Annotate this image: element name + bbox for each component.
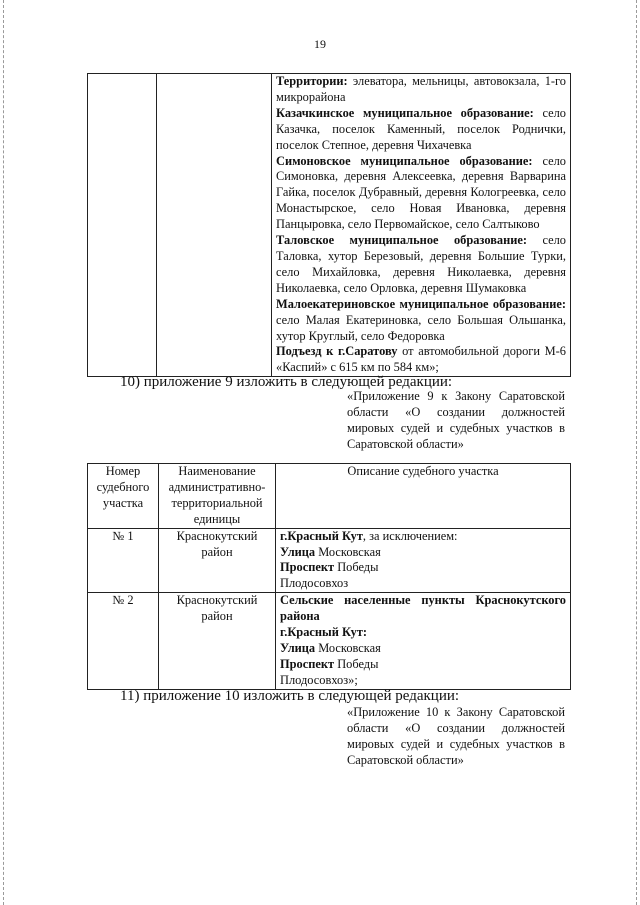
- description-line: [280, 560, 566, 576]
- table-cell-empty: [88, 74, 157, 377]
- description-line: [280, 657, 566, 673]
- header-court-number: Номер судебного участка: [88, 464, 159, 529]
- territory-title: Подъезд к г.Саратову: [276, 344, 398, 359]
- district-cell: Краснокутский район: [159, 593, 276, 689]
- description-line: [280, 673, 566, 689]
- description-bold: Проспект: [280, 560, 335, 575]
- table-row: [88, 528, 571, 593]
- appendix-10-quote: «Приложение 10 к Закону Саратовской области «О создании должностей мировых судей и судебных участков в Саратовской области»: [347, 705, 565, 767]
- description-line: [280, 576, 566, 592]
- description-bold: г.Красный Кут:: [280, 625, 368, 640]
- table-cell-empty: [157, 74, 272, 377]
- item-11-paragraph: 11) приложение 10 изложить в следующей редакции:: [120, 688, 460, 704]
- appendix-9-quote: «Приложение 9 к Закону Саратовской области «О создании должностей мировых судей и судебных участков в Саратовской области»: [347, 389, 565, 451]
- description-text: Московская: [315, 544, 381, 559]
- description-line: [280, 529, 566, 545]
- table-row: [88, 74, 571, 377]
- description-text: Московская: [315, 640, 381, 655]
- territory-entry: [276, 297, 566, 345]
- description-line: [280, 641, 566, 657]
- territory-entry: [276, 154, 566, 234]
- description-bold: Проспект: [280, 656, 335, 671]
- district-cell: Краснокутский район: [159, 528, 276, 593]
- territory-title: Симоновское муниципальное образование:: [276, 153, 533, 168]
- court-number-cell: № 2: [88, 593, 159, 689]
- territories-table: [87, 73, 571, 377]
- territory-title: Малоекатериновское муниципальное образование:: [276, 296, 566, 311]
- item-10-paragraph: 10) приложение 9 изложить в следующей редакции:: [120, 374, 453, 390]
- description-cell: [276, 593, 571, 689]
- description-text: Победы: [334, 656, 379, 671]
- territories-description-cell: [272, 74, 571, 377]
- description-text: Победы: [334, 560, 379, 575]
- territory-entry: [276, 74, 566, 106]
- page-number: 19: [314, 37, 326, 51]
- territory-title: Территории:: [276, 74, 348, 88]
- description-text: Плодосовхоз: [280, 576, 349, 591]
- page-left-edge: [3, 0, 4, 905]
- territory-text: от автомобильной дороги М-6 «Каспий» с 615 км по 584 км»;: [276, 344, 566, 375]
- header-administrative-unit: Наименование административно-территориальной единицы: [159, 464, 276, 529]
- territory-entry: [276, 233, 566, 297]
- description-text: Плодосовхоз»;: [280, 672, 358, 687]
- court-districts-table: [87, 463, 571, 690]
- territory-text: село Казачка, поселок Каменный, поселок Роднички, поселок Степное, деревня Чихачевка: [276, 105, 566, 152]
- territory-text: село Таловка, хутор Березовый, деревня Большие Турки, село Михайловка, деревня Николаевка, деревня Николаевка, село Орловка, деревня Шумаковка: [276, 233, 566, 295]
- description-bold: Улица: [280, 640, 316, 655]
- table-header-row: [88, 464, 571, 529]
- description-bold: г.Красный Кут: [280, 528, 363, 543]
- description-text: , за исключением:: [362, 528, 458, 543]
- description-bold: Сельские населенные пункты Краснокутского района: [280, 593, 566, 624]
- description-cell: [276, 528, 571, 593]
- territory-text: село Симоновка, деревня Алексеевка, деревня Варварина Гайка, поселок Дубравный, деревня Кологреевка, село Монастырское, село Новая Ивановка, деревня Панцыровка, село Первомайское, село Салтыково: [276, 153, 566, 232]
- territory-entry: [276, 106, 566, 154]
- territory-title: Таловское муниципальное образование:: [276, 233, 528, 248]
- description-line: [280, 545, 566, 561]
- description-bold: Улица: [280, 544, 316, 559]
- page-right-edge: [636, 0, 637, 905]
- header-court-description: Описание судебного участка: [276, 464, 571, 529]
- territory-entry: [276, 344, 566, 376]
- description-line: [280, 625, 566, 641]
- table-row: [88, 593, 571, 689]
- court-number-cell: № 1: [88, 528, 159, 593]
- territory-title: Казачкинское муниципальное образование:: [276, 105, 534, 120]
- description-line: [280, 593, 566, 625]
- territory-text: село Малая Екатериновка, село Большая Ольшанка, хутор Круглый, село Федоровка: [276, 312, 566, 343]
- territory-text: элеватора, мельницы, автовокзала, 1-го микрорайона: [276, 74, 566, 104]
